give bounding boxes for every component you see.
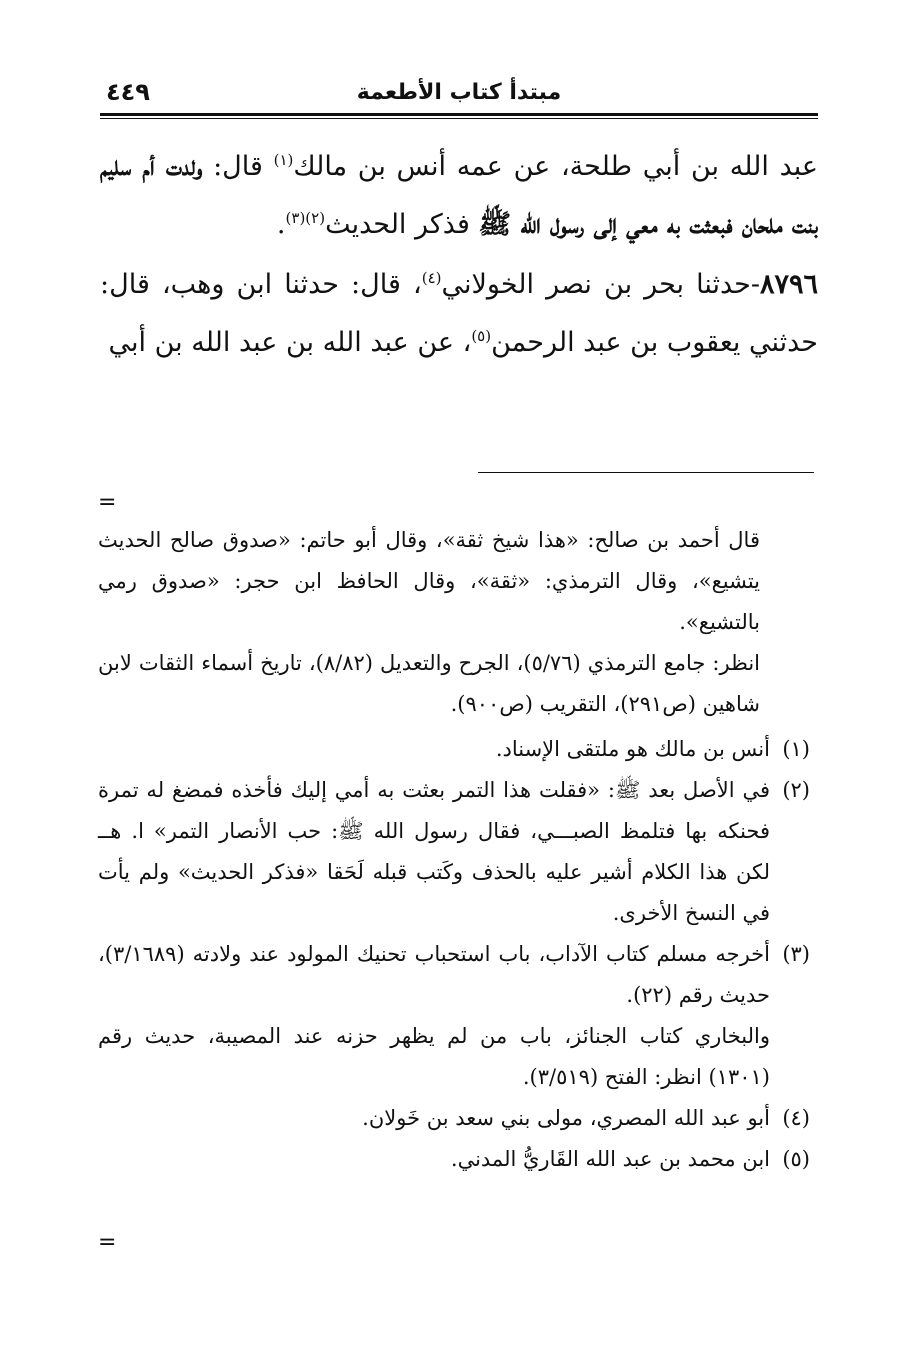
text-segment: فذكر الحديث <box>325 209 479 240</box>
footnote-item <box>98 729 810 770</box>
footnote-item <box>98 934 810 1016</box>
page-number: ٤٤٩ <box>106 78 150 106</box>
text-segment: قال: <box>202 151 274 182</box>
page-header <box>100 76 818 110</box>
footnotes-section <box>98 520 810 1180</box>
footnote-number: (٤) <box>782 1106 810 1130</box>
continuation-mark-bottom: = <box>98 1230 117 1255</box>
footnote-continued: انظر: جامع الترمذي (٥/٧٦)، الجرح والتعديل (٨/٨٢)، تاريخ أسماء الثقات لابن شاهين (ص٢٩١)، التقريب (ص٩٠٠). <box>98 651 761 716</box>
footnote-item <box>98 1139 810 1180</box>
page-title: مبتدأ كتاب الأطعمة <box>356 80 562 105</box>
main-text <box>100 138 818 372</box>
text-segment: عبد الله بن أبي طلحة، عن عمه أنس بن مالك <box>293 151 818 182</box>
hadith-paragraph-continued <box>100 138 818 254</box>
footnote-continued: قال أحمد بن صالح: «هذا شيخ ثقة»، وقال أبو حاتم: «صدوق صالح الحديث يتشيع»، وقال الترمذي: «ثقة»، وقال الحافظ ابن حجر: «صدوق رمي بالتشيع». <box>98 528 760 634</box>
footnote-text: في الأصل بعد ﷺ: «فقلت هذا التمر بعثت به أمي إليك فأخذه فمضغ له تمرة فحنكه بها فتلمظ الصبـــي، فقال رسول الله ﷺ: حب الأنصار التمر» ا. هــ لكن هذا الكلام أشير عليه بالحذف وكَتب قبله لَحَقا «فذكر الحديث» ولم يأت في النسخ الأخرى. <box>98 778 770 925</box>
footnote-number: (٥) <box>782 1147 810 1171</box>
text-segment: ، قال: حدثنا ابن وهب، قال: حدثني يعقوب بن عبد الرحمن <box>100 269 818 358</box>
footnote-text: أنس بن مالك هو ملتقى الإسناد. <box>495 737 770 761</box>
hadith-paragraph <box>100 256 818 372</box>
footnote-subtext: والبخاري كتاب الجنائز، باب من لم يظهر حزنه عند المصيبة، حديث رقم (١٣٠١) انظر: الفتح (٣/٥١٩). <box>98 1024 770 1089</box>
header-rule-thin <box>100 118 818 119</box>
text-segment: ، عن عبد الله بن عبد الله بن أبي <box>108 327 472 358</box>
text-segment: -حدثنا بحر بن نصر الخولاني <box>441 269 760 300</box>
footnote-ref[interactable]: (١) <box>273 151 294 169</box>
footnote-ref[interactable]: (٥) <box>471 327 492 345</box>
hadith-number: ٨٧٩٦ <box>759 269 818 300</box>
continuation-mark-top: = <box>98 490 117 515</box>
footnote-text: أخرجه مسلم كتاب الآداب، باب استحباب تحنيك المولود عند ولادته (٣/١٦٨٩)، حديث رقم (٢٢). <box>98 942 770 1007</box>
footnote-separator <box>478 472 814 473</box>
footnote-ref[interactable]: (٤) <box>421 269 442 287</box>
footnote-item <box>98 770 810 934</box>
footnote-item <box>98 1098 810 1139</box>
text-segment: . <box>276 209 286 240</box>
footnote-number: (٢) <box>782 778 810 802</box>
hadith-matn: ولدت أم سليم بنت ملحان فبعثت به معي إلى رسول الله ﷺ <box>100 151 818 240</box>
footnote-number: (١) <box>782 737 810 761</box>
footnote-number: (٣) <box>782 942 810 966</box>
footnote-text: ابن محمد بن عبد الله القَاريُّ المدني. <box>450 1147 770 1171</box>
footnote-ref[interactable]: (٢)(٣) <box>285 209 326 227</box>
header-rule <box>100 113 818 116</box>
footnote-text: أبو عبد الله المصري، مولى بني سعد بن خَولان. <box>362 1106 770 1130</box>
